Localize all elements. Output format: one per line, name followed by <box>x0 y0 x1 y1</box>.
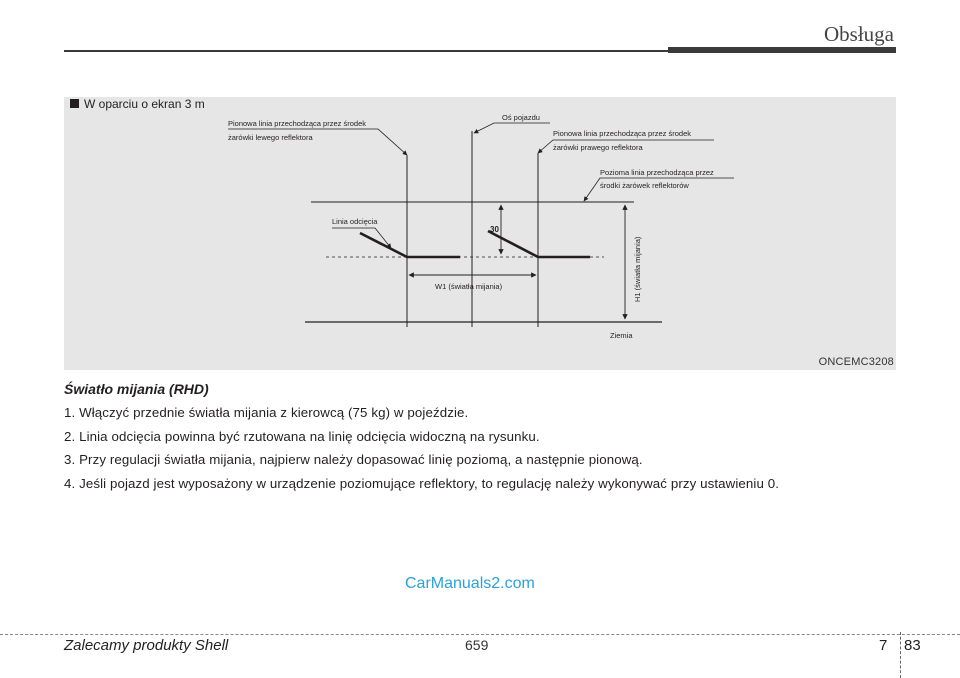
watermark-link[interactable]: CarManuals2.com <box>405 575 535 592</box>
footer-divider <box>0 634 960 635</box>
section-title: Obsługa <box>824 22 894 46</box>
label-right-vertical-2: żarówki prawego reflektora <box>553 143 643 152</box>
figure-caption-text: W oparciu o ekran 3 m <box>84 97 205 111</box>
section-heading: Światło mijania (RHD) <box>64 381 209 397</box>
footer-separator <box>900 632 901 678</box>
label-vehicle-axis: Oś pojazdu <box>502 113 540 122</box>
instruction-list <box>64 401 779 495</box>
label-cutoff-line: Linia odcięcia <box>332 217 378 226</box>
footer-brand-text: Zalecamy produkty Shell <box>64 637 229 654</box>
left-cutoff-pattern <box>360 233 460 257</box>
label-offset: 30 <box>490 225 499 234</box>
label-w1: W1 (światła mijania) <box>435 282 503 291</box>
instruction-step: 1. Włączyć przednie światła mijania z kierowcą (75 kg) w pojeździe. <box>64 405 469 420</box>
label-right-vertical-1: Pionowa linia przechodząca przez środek <box>553 129 691 138</box>
page-number: 659 <box>465 637 489 653</box>
right-cutoff-pattern <box>488 231 590 257</box>
header-rule-accent <box>668 47 896 53</box>
label-left-vertical-1: Pionowa linia przechodząca przez środek <box>228 119 366 128</box>
instruction-step: 3. Przy regulacji światła mijania, najpierw należy dopasować linię poziomą, a następnie pionową. <box>64 452 643 467</box>
label-ground: Ziemia <box>610 331 633 340</box>
instruction-step: 4. Jeśli pojazd jest wyposażony w urządzenie poziomujące reflektory, to regulację należy wykonywać przy ustawieniu 0. <box>64 475 780 491</box>
chapter-page-number: 83 <box>904 637 921 654</box>
chapter-number: 7 <box>879 637 888 654</box>
label-h1: H1 (światła mijania) <box>633 236 642 302</box>
figure-code: ONCEMC3208 <box>818 356 894 368</box>
leader-vehicle-axis <box>474 123 550 133</box>
headlamp-aim-diagram <box>64 97 896 370</box>
label-left-vertical-2: żarówki lewego reflektora <box>228 133 313 142</box>
label-horizontal-2: środki żarówek reflektorów <box>600 181 689 190</box>
header-rule <box>64 50 668 52</box>
instruction-step: 2. Linia odcięcia powinna być rzutowana na linię odcięcia widoczną na rysunku. <box>64 428 540 444</box>
label-horizontal-1: Pozioma linia przechodząca przez <box>600 168 714 177</box>
